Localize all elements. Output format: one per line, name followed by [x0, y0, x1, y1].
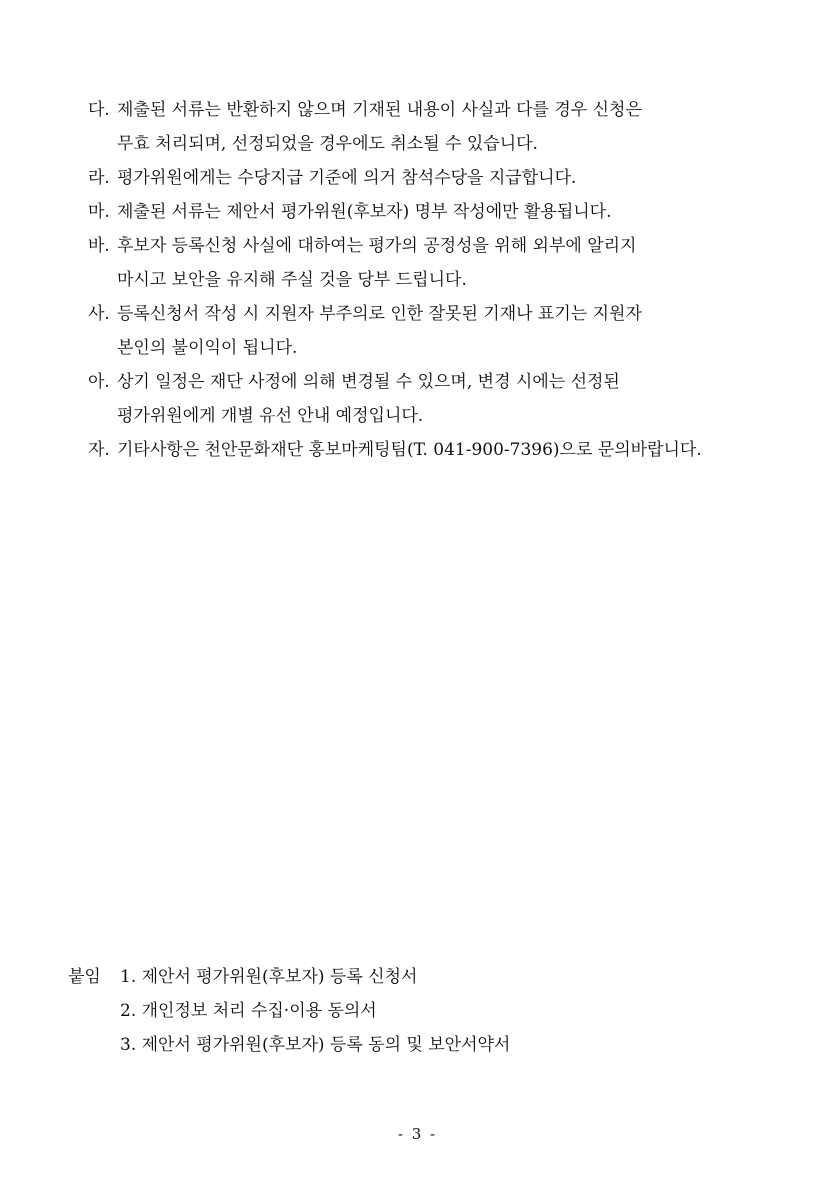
note-line: 평가위원에게 개별 유선 안내 예정입니다. [117, 406, 424, 426]
note-line: 등록신청서 작성 시 지원자 부주의로 인한 잘못된 기재나 표기는 지원자 [117, 304, 642, 324]
note-text [117, 365, 778, 433]
note-marker: 다. [88, 100, 110, 120]
note-line: 상기 일정은 재단 사정에 의해 변경될 수 있으며, 변경 시에는 선정된 [117, 372, 620, 392]
note-line: 후보자 등록신청 사실에 대하여는 평가의 공정성을 위해 외부에 알리지 [117, 236, 637, 256]
attachments-section [68, 960, 768, 1062]
attachments-label: 붙임 [68, 967, 101, 987]
note-line: 기타사항은 천안문화재단 홍보마케팅팀(T. 041-900-7396)으로 문의바랍니다. [117, 440, 702, 460]
note-ja [88, 433, 778, 467]
note-text [117, 161, 778, 195]
note-marker: 아. [88, 372, 110, 392]
note-line: 무효 처리되며, 선정되었을 경우에도 취소될 수 있습니다. [117, 134, 538, 154]
note-ba [88, 229, 778, 297]
note-text [117, 195, 778, 229]
note-marker: 자. [88, 440, 110, 460]
note-line: 평가위원에게는 수당지급 기준에 의거 참석수당을 지급합니다. [117, 168, 577, 188]
attachment-item: 2. 개인정보 처리 수집·이용 동의서 [120, 1001, 377, 1021]
attachment-item: 1. 제안서 평가위원(후보자) 등록 신청서 [120, 967, 418, 987]
note-marker: 라. [88, 168, 110, 188]
note-text [117, 93, 778, 161]
note-a [88, 365, 778, 433]
note-text [117, 297, 778, 365]
page-number: - 3 - [397, 1125, 438, 1143]
note-text [117, 433, 778, 467]
note-ma [88, 195, 778, 229]
note-ra [88, 161, 778, 195]
note-line: 제출된 서류는 반환하지 않으며 기재된 내용이 사실과 다를 경우 신청은 [117, 100, 642, 120]
notes-list [88, 93, 778, 467]
note-text [117, 229, 778, 297]
note-da [88, 93, 778, 161]
attachments-list [120, 960, 510, 1062]
note-marker: 바. [88, 236, 110, 256]
note-line: 마시고 보안을 유지해 주실 것을 당부 드립니다. [117, 270, 467, 290]
note-marker: 마. [88, 202, 110, 222]
attachment-item: 3. 제안서 평가위원(후보자) 등록 동의 및 보안서약서 [120, 1035, 511, 1055]
note-sa [88, 297, 778, 365]
note-line: 본인의 불이익이 됩니다. [117, 338, 298, 358]
note-line: 제출된 서류는 제안서 평가위원(후보자) 명부 작성에만 활용됩니다. [117, 202, 612, 222]
note-marker: 사. [88, 304, 110, 324]
